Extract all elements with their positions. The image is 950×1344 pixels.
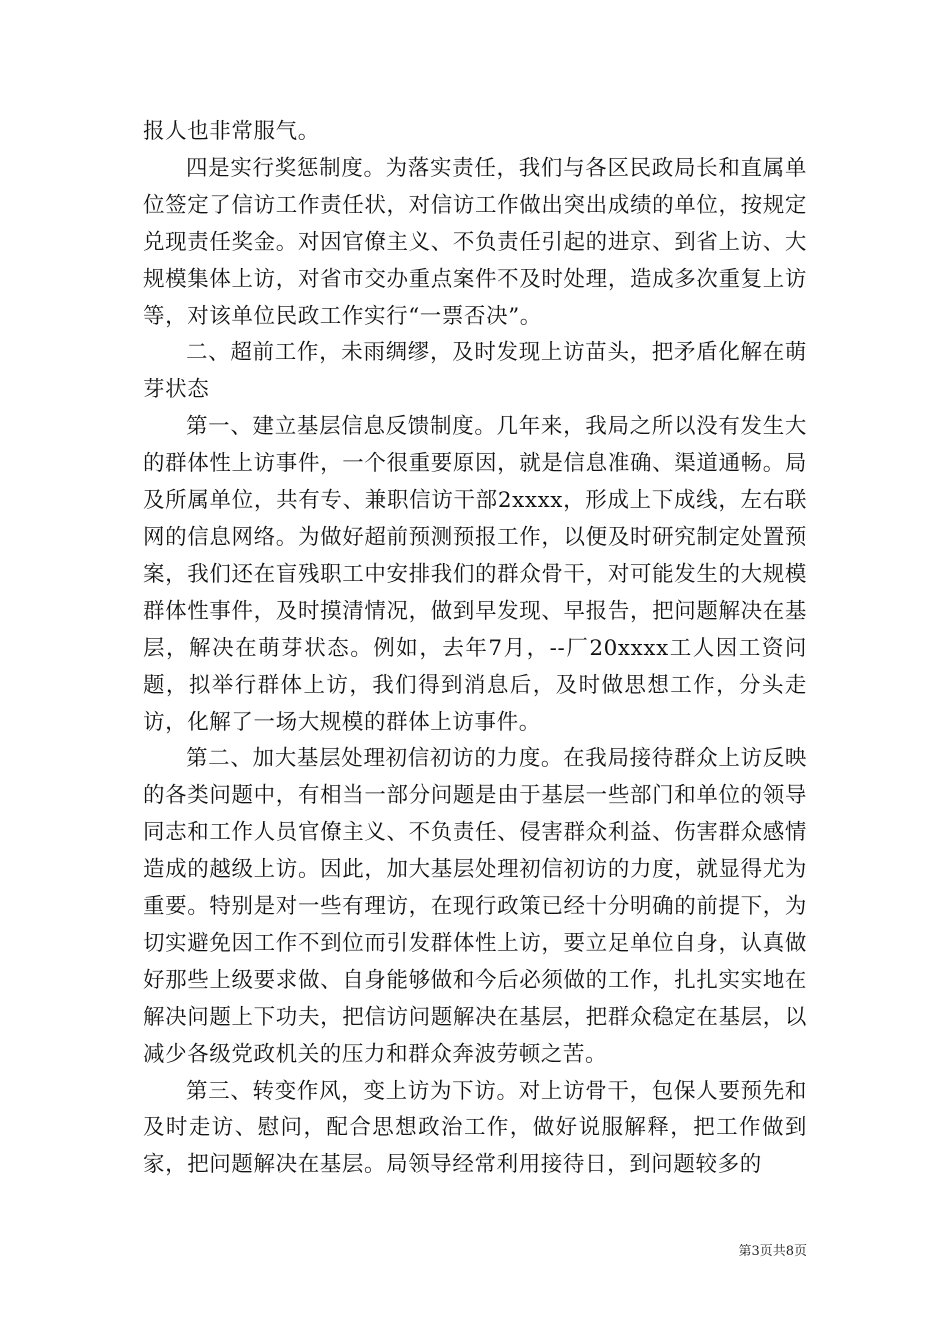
paragraph-item-third: 第三、转变作风，变上访为下访。对上访骨干，包保人要预先和及时走访、慰问，配合思想政治工作，做好说服解释，把工作做到家，把问题解决在基层。局领导经常利用接待日，到问题较多的 [143,1078,807,1178]
section-heading-two: 二、超前工作，未雨绸缪，及时发现上访苗头，把矛盾化解在萌芽状态 [143,340,807,403]
document-body [143,114,807,1184]
paragraph-continuation: 报人也非常服气。 [143,119,320,144]
page-footer [738,1243,807,1261]
paragraph-item-first: 第一、建立基层信息反馈制度。几年来，我局之所以没有发生大的群体性上访事件，一个很重要原因，就是信息准确、渠道通畅。局及所属单位，共有专、兼职信访干部2xxxx，形成上下成线，左右联网的信息网络。为做好超前预测预报工作，以便及时研究制定处置预案，我们还在盲残职工中安排我们的群众骨干，对可能发生的大规模群体性事件，及时摸清情况，做到早发现、早报告，把问题解决在基层，解决在萌芽状态。例如，去年7月，--厂20xxxx工人因工资问题，拟举行群体上访，我们得到消息后，及时做思想工作，分头走访，化解了一场大规模的群体上访事件。 [143,414,807,735]
paragraph-item-second: 第二、加大基层处理初信初访的力度。在我局接待群众上访反映的各类问题中，有相当一部分问题是由于基层一些部门和单位的领导同志和工作人员官僚主义、不负责任、侵害群众利益、伤害群众感情造成的越级上访。因此，加大基层处理初信初访的力度，就显得尤为重要。特别是对一些有理访，在现行政策已经十分明确的前提下，为切实避免因工作不到位而引发群体性上访，要立足单位自身，认真做好那些上级要求做、自身能够做和今后必须做的工作，扎扎实实地在解决问题上下功夫，把信访问题解决在基层，把群众稳定在基层，以减少各级党政机关的压力和群众奔波劳顿之苦。 [143,746,807,1067]
paragraph-reward-punishment: 四是实行奖惩制度。为落实责任，我们与各区民政局长和直属单位签定了信访工作责任状，对信访工作做出突出成绩的单位，按规定兑现责任奖金。对因官僚主义、不负责任引起的进京、到省上访、大规模集体上访，对省市交办重点案件不及时处理，造成多次重复上访等，对该单位民政工作实行“一票否决”。 [143,155,807,329]
page-number: 第3页共8页 [738,1244,807,1259]
